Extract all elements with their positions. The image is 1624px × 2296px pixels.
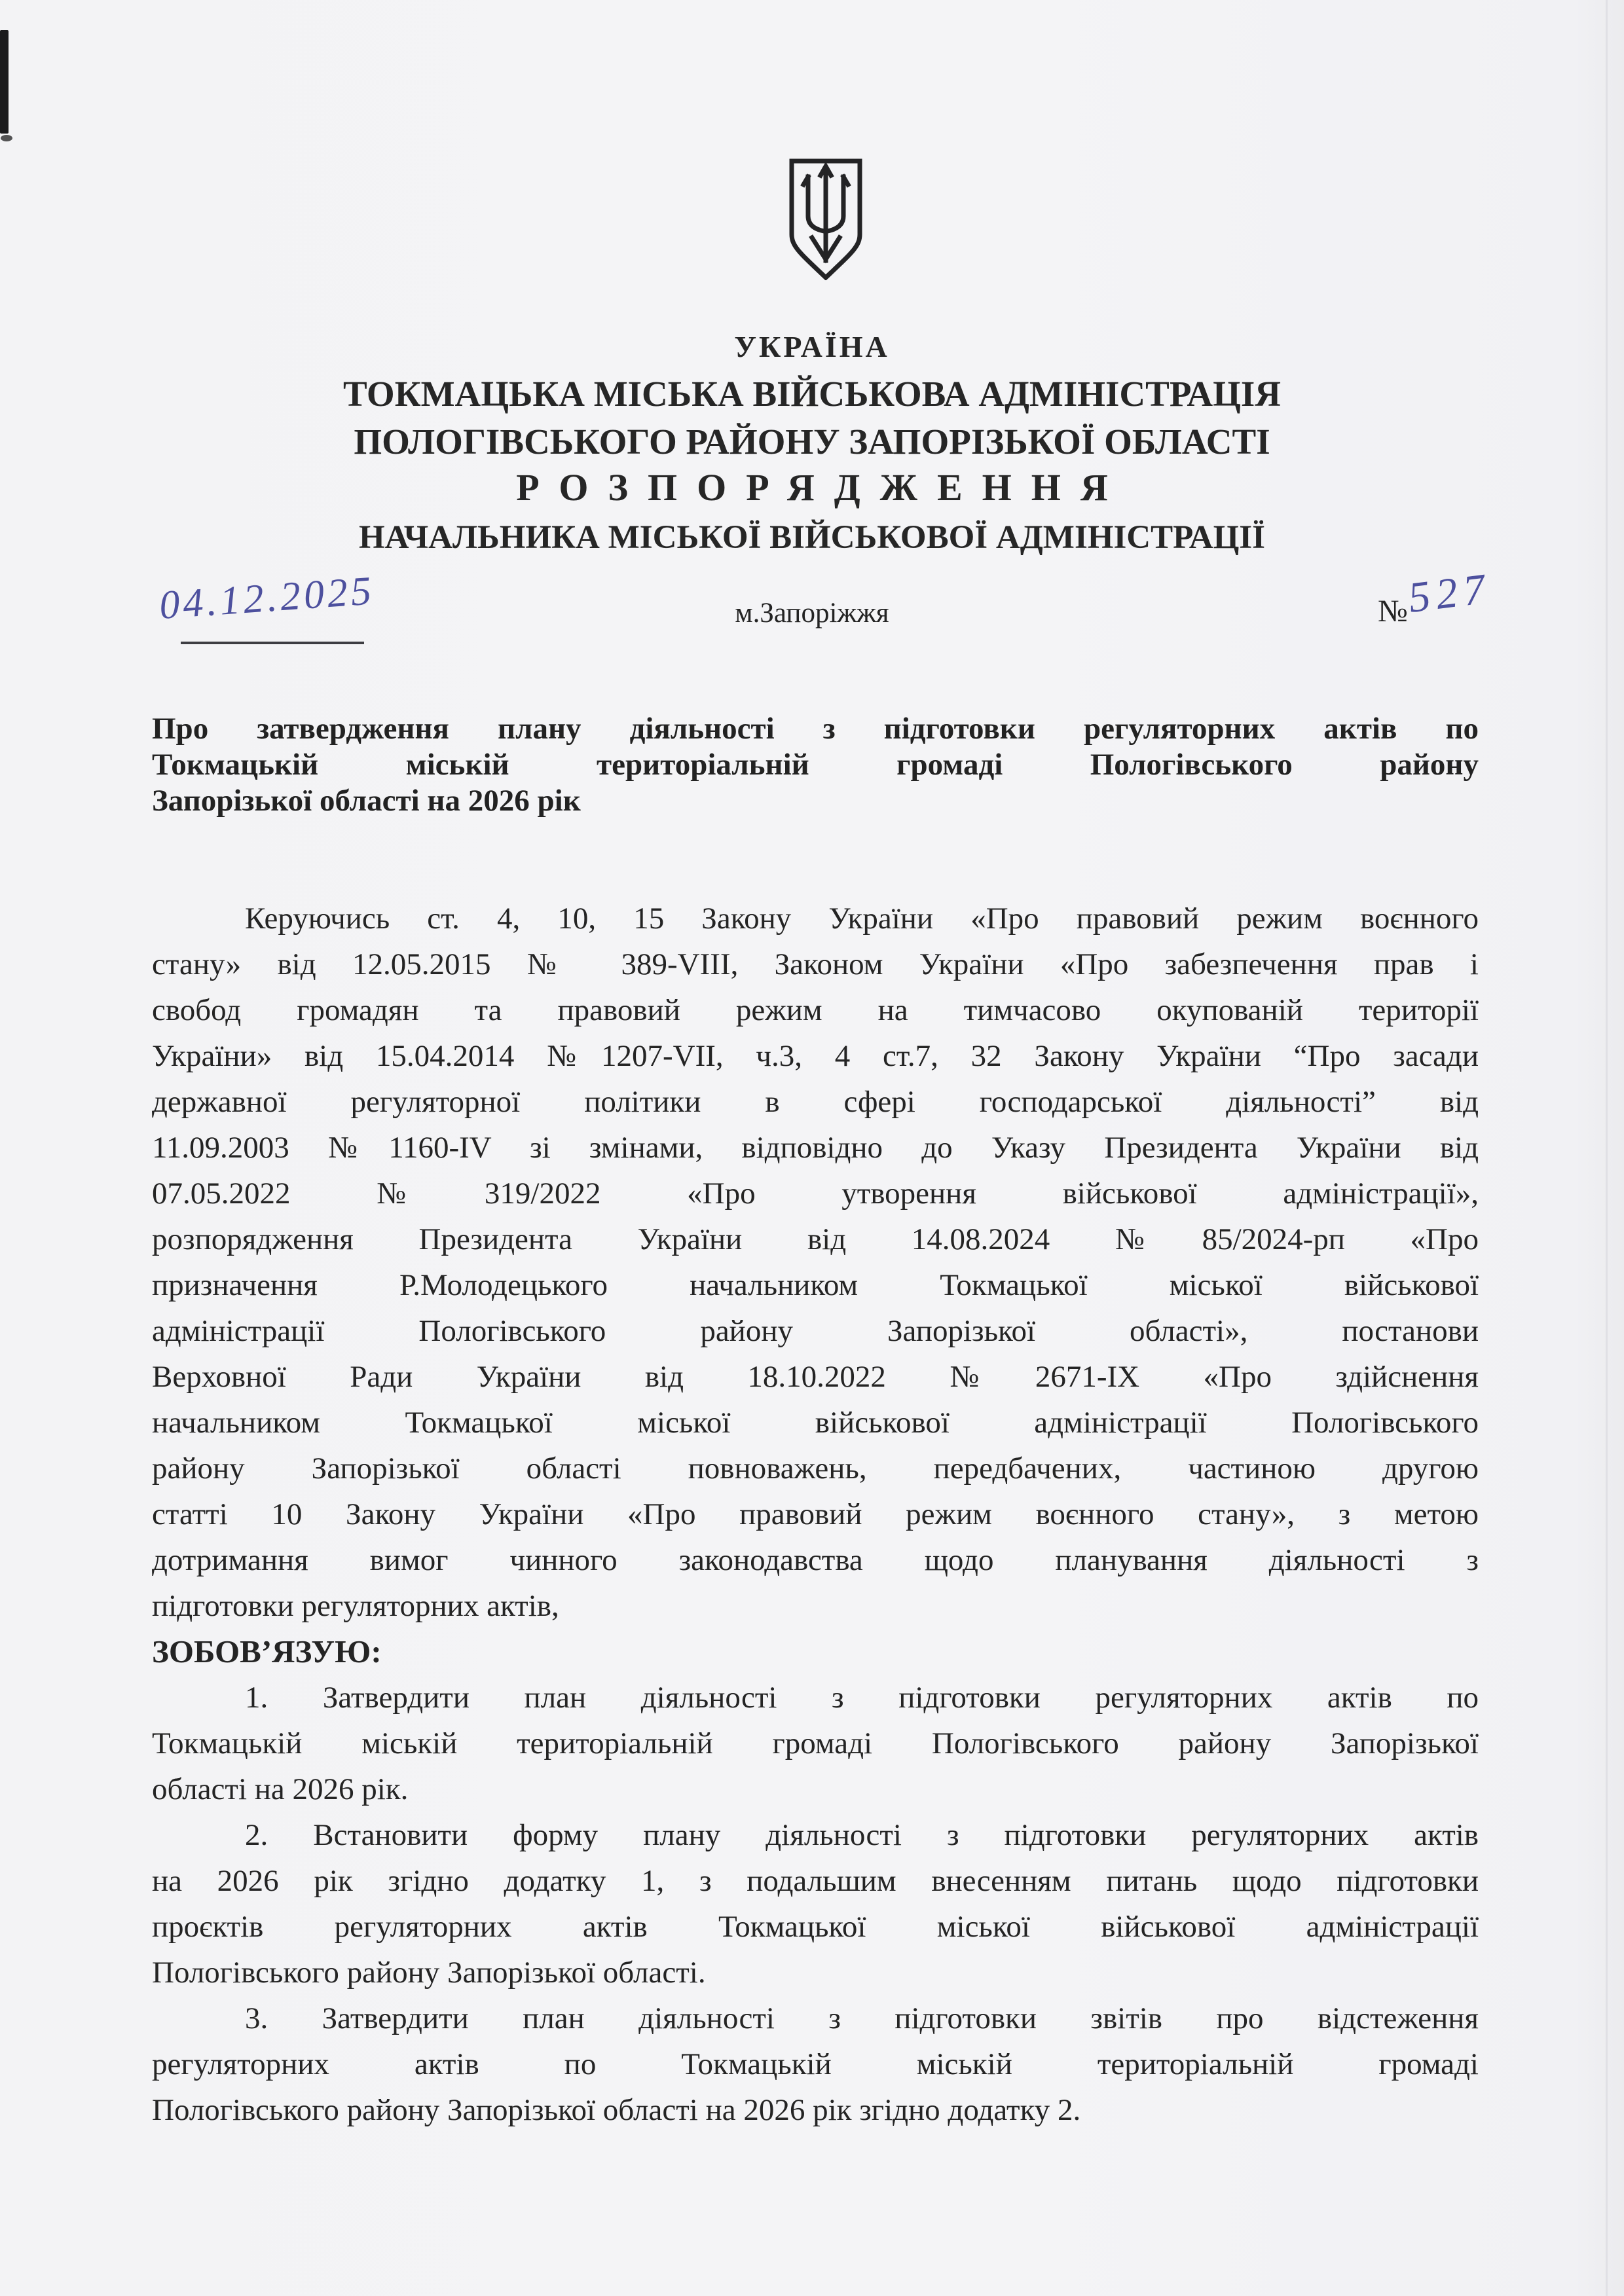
body-line: призначення Р.Молодецького начальником Токмацької міської військової: [152, 1268, 1479, 1302]
handwritten-date: 04.12.2025: [158, 568, 377, 629]
item-line: Токмацькій міській територіальній громаді Пологівського району Запорізької: [152, 1726, 1479, 1760]
document-type-title: РОЗПОРЯДЖЕННЯ: [516, 466, 1128, 509]
item-line: регуляторних актів по Токмацькій міській територіальній громаді: [152, 2047, 1479, 2081]
body-line: 07.05.2022 №319/2022 «Про утворення військової адміністрації»,: [152, 1176, 1479, 1211]
body-line: розпорядження Президента України від 14.08.2024 №85/2024-рп «Про: [152, 1222, 1479, 1256]
document-subtitle: НАЧАЛЬНИКА МІСЬКОЇ ВІЙСЬКОВОЇ АДМІНІСТРАЦІЇ: [359, 519, 1265, 556]
body-line: адміністрації Пологівського району Запорізької області», постанови: [152, 1314, 1479, 1348]
body-line: дотримання вимог чинного законодавства щодо планування діяльності з: [152, 1543, 1479, 1577]
body-line: України» від 15.04.2014 №1207-VII, ч.3, 4 ст.7, 32 Закону України “Про засади: [152, 1039, 1479, 1073]
place-name: м.Запоріжжя: [735, 598, 889, 629]
item-line: Пологівського району Запорізької області.: [152, 1956, 706, 1990]
subject-line: Токмацькій міській територіальній громаді Пологівського району: [152, 748, 1479, 782]
item-line: Пологівського району Запорізької області на 2026 рік згідно додатку 2.: [152, 2093, 1081, 2127]
subject-block: [152, 711, 1479, 819]
body-line: 11.09.2003 №1160-IV зі змінами, відповідно до Указу Президента України від: [152, 1131, 1479, 1165]
item-line: 1. Затвердити план діяльності з підготовки регуляторних актів по: [245, 1681, 1479, 1715]
body-line: підготовки регуляторних актів,: [152, 1589, 559, 1623]
organization-name-line1: ТОКМАЦЬКА МІСЬКА ВІЙСЬКОВА АДМІНІСТРАЦІЯ: [342, 374, 1282, 414]
body-line: Верховної Ради України від 18.10.2022 №2671-ІХ «Про здійснення: [152, 1360, 1479, 1394]
body-line: Керуючись ст. 4, 10, 15 Закону України «Про правовий режим воєнного: [245, 902, 1479, 936]
number-sign-label: №: [1378, 594, 1408, 629]
body-text-block: [152, 896, 1479, 2133]
subject-line: Про затвердження плану діяльності з підготовки регуляторних актів по: [152, 712, 1479, 746]
item-line: проєктів регуляторних актів Токмацької міської військової адміністрації: [152, 1910, 1479, 1944]
item-line: області на 2026 рік.: [152, 1772, 409, 1806]
body-line: свобод громадян та правовий режим на тимчасово окупованій території: [152, 993, 1479, 1027]
subject-line: Запорізької області на 2026 рік: [152, 784, 581, 818]
body-line: начальником Токмацької міської військової адміністрації Пологівського: [152, 1406, 1479, 1440]
country-name: УКРАЇНА: [734, 330, 890, 363]
organization-name-line2: ПОЛОГІВСЬКОГО РАЙОНУ ЗАПОРІЗЬКОЇ ОБЛАСТІ: [354, 422, 1270, 462]
obligation-heading: ЗОБОВ’ЯЗУЮ:: [152, 1633, 382, 1669]
scan-artifact-bar: [0, 30, 9, 134]
body-line: стану» від 12.05.2015 № 389-VIII, Законом України «Про забезпечення прав і: [152, 947, 1479, 981]
item-line: 3. Затвердити план діяльності з підготовки звітів про відстеження: [245, 2001, 1479, 2035]
item-line: на 2026 рік згідно додатку 1, з подальшим внесенням питань щодо підготовки: [152, 1864, 1479, 1898]
date-underline: [181, 642, 364, 644]
body-line: державної регуляторної політики в сфері господарської діяльності” від: [152, 1085, 1479, 1119]
item-line: 2. Встановити форму плану діяльності з підготовки регуляторних актів: [245, 1818, 1479, 1852]
handwritten-document-number: 527: [1405, 564, 1494, 623]
ukraine-coat-of-arms-icon: [786, 158, 866, 280]
body-line: статті 10 Закону України «Про правовий режим воєнного стану», з метою: [152, 1497, 1479, 1531]
body-line: району Запорізької області повноважень, передбачених, частиною другою: [152, 1451, 1479, 1485]
